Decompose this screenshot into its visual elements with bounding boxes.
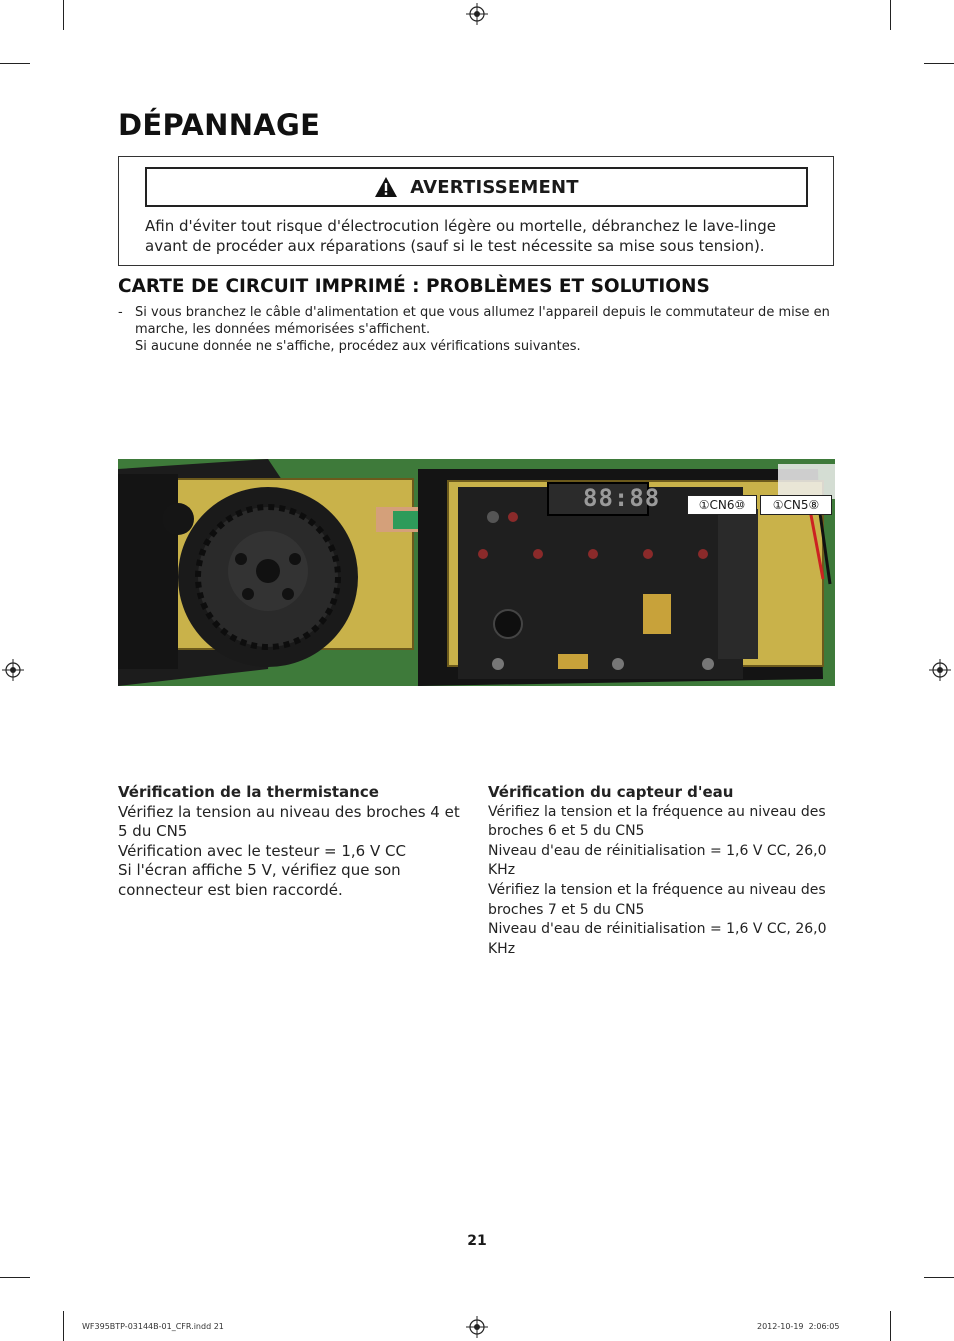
- registration-mark-icon: [466, 1316, 488, 1338]
- crop-mark: [890, 1311, 891, 1341]
- crop-mark: [924, 1277, 954, 1278]
- connector-label-cn6: ①CN6⑩: [687, 495, 757, 515]
- page-title: DÉPANNAGE: [118, 108, 321, 142]
- water-sensor-check: [488, 783, 848, 959]
- crop-mark: [63, 1311, 64, 1341]
- thermistor-line: Vérifiez la tension au niveau des broches 4 et 5 du CN5: [118, 802, 460, 841]
- thermistor-line: Vérification avec le testeur = 1,6 V CC: [118, 841, 406, 860]
- warning-label: AVERTISSEMENT: [410, 176, 579, 198]
- note-line: Si vous branchez le câble d'alimentation et que vous allumez l'appareil depuis le commutateur de mise en marche, les données mémorisées s'affichent.: [135, 305, 830, 337]
- water-sensor-line: Niveau d'eau de réinitialisation = 1,6 V CC, 26,0 KHz: [488, 842, 827, 879]
- connector-label-cn5: ①CN5⑧: [760, 495, 832, 515]
- crop-mark: [924, 63, 954, 64]
- crop-mark: [890, 0, 891, 30]
- crop-mark: [0, 63, 30, 64]
- section-title: CARTE DE CIRCUIT IMPRIMÉ : PROBLÈMES ET SOLUTIONS: [118, 276, 710, 297]
- circuit-board-illustration: [118, 459, 835, 686]
- thermistor-check: [118, 783, 463, 901]
- thermistor-heading: Vérification de la thermistance: [118, 783, 379, 801]
- note-dash: -: [118, 305, 123, 320]
- footer-date: 2012-10-19 ￼￼ 2:06:05: [757, 1322, 840, 1331]
- water-sensor-line: Vérifiez la tension et la fréquence au niveau des broches 7 et 5 du CN5: [488, 881, 826, 918]
- page-number: 21: [467, 1233, 487, 1249]
- intro-note: [118, 304, 830, 355]
- thermistor-line: Si l'écran affiche 5 V, vérifiez que son connecteur est bien raccordé.: [118, 861, 401, 899]
- registration-mark-icon: [2, 659, 24, 681]
- footer-file: WF395BTP-03144B-01_CFR.indd 21: [82, 1322, 224, 1331]
- water-sensor-heading: Vérification du capteur d'eau: [488, 783, 734, 801]
- warning-text: Afin d'éviter tout risque d'électrocution légère ou mortelle, débranchez le lave-linge avant de procéder aux réparations (sauf si le test nécessite sa mise sous tension).: [145, 217, 776, 255]
- crop-mark: [0, 1277, 30, 1278]
- note-line: Si aucune donnée ne s'affiche, procédez aux vérifications suivantes.: [135, 339, 581, 354]
- registration-mark-icon: [929, 659, 951, 681]
- crop-mark: [63, 0, 64, 30]
- water-sensor-line: Niveau d'eau de réinitialisation = 1,6 V CC, 26,0 KHz: [488, 921, 827, 957]
- warning-triangle-icon: [374, 176, 398, 198]
- circuit-board-photo: [118, 459, 835, 686]
- segment-display: 88:88: [583, 484, 661, 512]
- water-sensor-line: Vérifiez la tension et la fréquence au niveau des broches 6 et 5 du CN5: [488, 803, 826, 840]
- registration-mark-icon: [466, 3, 488, 25]
- warning-header: [145, 167, 808, 207]
